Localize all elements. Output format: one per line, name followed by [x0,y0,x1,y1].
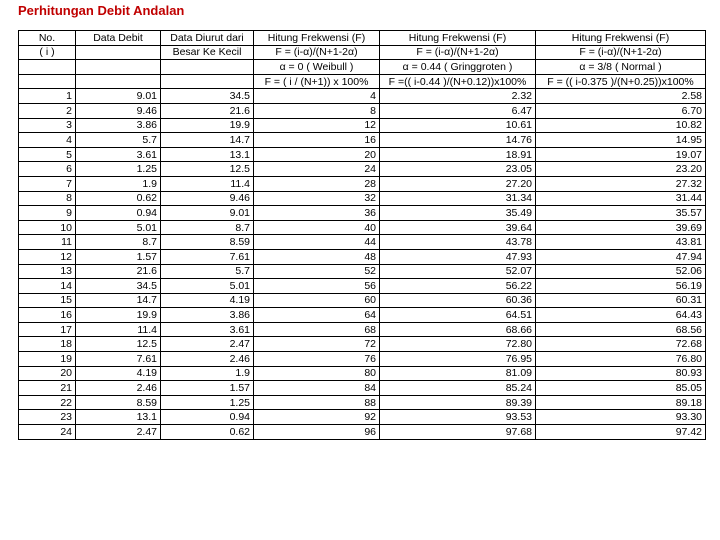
header-cell [19,60,76,75]
cell-weibull: 4 [254,89,380,104]
header-cell [19,74,76,89]
cell-data-debit: 14.7 [76,293,161,308]
header-cell [161,74,254,89]
cell-data-debit: 21.6 [76,264,161,279]
cell-gringgroten: 56.22 [380,279,536,294]
cell-data-debit: 4.19 [76,366,161,381]
cell-weibull: 80 [254,366,380,381]
cell-weibull: 32 [254,191,380,206]
cell-normal: 68.56 [536,322,706,337]
cell-weibull: 12 [254,118,380,133]
cell-normal: 72.68 [536,337,706,352]
cell-data-debit: 11.4 [76,322,161,337]
cell-no: 14 [19,279,76,294]
cell-gringgroten: 68.66 [380,322,536,337]
header-row-1 [19,31,706,46]
cell-gringgroten: 6.47 [380,103,536,118]
cell-data-diurut: 21.6 [161,103,254,118]
table-row [19,176,706,191]
cell-normal: 64.43 [536,308,706,323]
cell-data-diurut: 8.59 [161,235,254,250]
cell-gringgroten: 85.24 [380,381,536,396]
cell-normal: 6.70 [536,103,706,118]
cell-data-diurut: 9.01 [161,206,254,221]
table-row [19,103,706,118]
formula-normal: F = (i-α)/(N+1-2α) [536,45,706,60]
cell-gringgroten: 60.36 [380,293,536,308]
header-data-debit: Data Debit [76,31,161,46]
cell-no: 20 [19,366,76,381]
cell-weibull: 20 [254,147,380,162]
cell-gringgroten: 93.53 [380,410,536,425]
cell-weibull: 48 [254,249,380,264]
cell-no: 10 [19,220,76,235]
cell-no: 7 [19,176,76,191]
cell-no: 22 [19,395,76,410]
cell-data-diurut: 34.5 [161,89,254,104]
cell-data-diurut: 0.62 [161,425,254,440]
cell-data-debit: 2.46 [76,381,161,396]
expr-gringgroten: F =(( i-0.44 )/(N+0.12))x100% [380,74,536,89]
cell-weibull: 16 [254,133,380,148]
cell-weibull: 56 [254,279,380,294]
cell-data-debit: 2.47 [76,425,161,440]
cell-data-diurut: 7.61 [161,249,254,264]
cell-normal: 35.57 [536,206,706,221]
cell-data-diurut: 19.9 [161,118,254,133]
cell-gringgroten: 39.64 [380,220,536,235]
header-row-4 [19,74,706,89]
cell-weibull: 24 [254,162,380,177]
header-normal: Hitung Frekwensi (F) [536,31,706,46]
cell-data-debit: 5.7 [76,133,161,148]
cell-normal: 39.69 [536,220,706,235]
table-row [19,162,706,177]
cell-weibull: 76 [254,352,380,367]
cell-data-diurut: 1.25 [161,395,254,410]
cell-data-diurut: 13.1 [161,147,254,162]
header-gringgroten: Hitung Frekwensi (F) [380,31,536,46]
cell-no: 15 [19,293,76,308]
cell-normal: 27.32 [536,176,706,191]
table-row [19,337,706,352]
header-data-diurut: Data Diurut dari [161,31,254,46]
cell-data-debit: 13.1 [76,410,161,425]
table-row [19,293,706,308]
cell-normal: 89.18 [536,395,706,410]
cell-data-diurut: 9.46 [161,191,254,206]
cell-data-debit: 7.61 [76,352,161,367]
cell-no: 3 [19,118,76,133]
page-title: Perhitungan Debit Andalan [18,3,185,18]
cell-weibull: 8 [254,103,380,118]
cell-normal: 19.07 [536,147,706,162]
cell-data-debit: 8.7 [76,235,161,250]
header-cell [161,60,254,75]
header-row-3 [19,60,706,75]
cell-gringgroten: 72.80 [380,337,536,352]
table-row [19,352,706,367]
table-row [19,425,706,440]
cell-data-debit: 12.5 [76,337,161,352]
cell-data-diurut: 1.57 [161,381,254,396]
cell-gringgroten: 35.49 [380,206,536,221]
cell-data-diurut: 4.19 [161,293,254,308]
alpha-normal: α = 3/8 ( Normal ) [536,60,706,75]
cell-weibull: 88 [254,395,380,410]
header-no-sub: ( i ) [19,45,76,60]
cell-normal: 97.42 [536,425,706,440]
table-row [19,249,706,264]
cell-weibull: 40 [254,220,380,235]
cell-no: 24 [19,425,76,440]
cell-normal: 14.95 [536,133,706,148]
cell-no: 13 [19,264,76,279]
cell-no: 23 [19,410,76,425]
cell-normal: 60.31 [536,293,706,308]
cell-gringgroten: 64.51 [380,308,536,323]
cell-no: 17 [19,322,76,337]
cell-gringgroten: 2.32 [380,89,536,104]
cell-data-debit: 1.25 [76,162,161,177]
cell-no: 19 [19,352,76,367]
header-row-2 [19,45,706,60]
cell-gringgroten: 18.91 [380,147,536,162]
cell-data-diurut: 5.7 [161,264,254,279]
cell-gringgroten: 27.20 [380,176,536,191]
cell-no: 6 [19,162,76,177]
cell-data-diurut: 1.9 [161,366,254,381]
cell-data-diurut: 0.94 [161,410,254,425]
table-row [19,118,706,133]
cell-gringgroten: 81.09 [380,366,536,381]
expr-weibull: F = ( i / (N+1)) x 100% [254,74,380,89]
cell-weibull: 36 [254,206,380,221]
header-cell [76,45,161,60]
expr-normal: F = (( i-0.375 )/(N+0.25))x100% [536,74,706,89]
cell-data-debit: 1.57 [76,249,161,264]
table-row [19,381,706,396]
cell-data-diurut: 8.7 [161,220,254,235]
cell-weibull: 84 [254,381,380,396]
cell-normal: 47.94 [536,249,706,264]
table-row [19,308,706,323]
cell-weibull: 60 [254,293,380,308]
cell-normal: 2.58 [536,89,706,104]
cell-data-diurut: 3.61 [161,322,254,337]
cell-data-diurut: 3.86 [161,308,254,323]
cell-gringgroten: 97.68 [380,425,536,440]
cell-no: 18 [19,337,76,352]
cell-no: 1 [19,89,76,104]
cell-gringgroten: 10.61 [380,118,536,133]
header-cell [76,74,161,89]
cell-gringgroten: 76.95 [380,352,536,367]
cell-gringgroten: 89.39 [380,395,536,410]
header-no: No. [19,31,76,46]
cell-gringgroten: 47.93 [380,249,536,264]
header-diurut-sub: Besar Ke Kecil [161,45,254,60]
cell-weibull: 92 [254,410,380,425]
alpha-weibull: α = 0 ( Weibull ) [254,60,380,75]
cell-no: 2 [19,103,76,118]
cell-weibull: 72 [254,337,380,352]
cell-data-debit: 3.86 [76,118,161,133]
cell-gringgroten: 52.07 [380,264,536,279]
cell-weibull: 64 [254,308,380,323]
cell-data-debit: 5.01 [76,220,161,235]
table-row [19,235,706,250]
header-cell [76,60,161,75]
cell-gringgroten: 23.05 [380,162,536,177]
table-row [19,279,706,294]
cell-no: 11 [19,235,76,250]
cell-no: 8 [19,191,76,206]
cell-data-diurut: 2.47 [161,337,254,352]
cell-normal: 56.19 [536,279,706,294]
cell-weibull: 68 [254,322,380,337]
cell-weibull: 52 [254,264,380,279]
formula-gringgroten: F = (i-α)/(N+1-2α) [380,45,536,60]
cell-no: 4 [19,133,76,148]
cell-normal: 76.80 [536,352,706,367]
cell-data-diurut: 14.7 [161,133,254,148]
cell-data-debit: 9.01 [76,89,161,104]
cell-normal: 80.93 [536,366,706,381]
cell-gringgroten: 14.76 [380,133,536,148]
formula-weibull: F = (i-α)/(N+1-2α) [254,45,380,60]
table-row [19,395,706,410]
cell-data-diurut: 5.01 [161,279,254,294]
table-row [19,220,706,235]
table-row [19,147,706,162]
debit-andalan-table [18,30,706,440]
cell-data-debit: 0.62 [76,191,161,206]
cell-no: 9 [19,206,76,221]
cell-no: 16 [19,308,76,323]
cell-weibull: 96 [254,425,380,440]
cell-data-debit: 34.5 [76,279,161,294]
cell-weibull: 28 [254,176,380,191]
cell-data-diurut: 2.46 [161,352,254,367]
cell-no: 21 [19,381,76,396]
cell-data-debit: 1.9 [76,176,161,191]
alpha-gringgroten: α = 0.44 ( Gringgroten ) [380,60,536,75]
table-row [19,89,706,104]
cell-data-diurut: 11.4 [161,176,254,191]
cell-normal: 10.82 [536,118,706,133]
cell-no: 12 [19,249,76,264]
table-row [19,366,706,381]
header-weibull: Hitung Frekwensi (F) [254,31,380,46]
cell-normal: 52.06 [536,264,706,279]
table-row [19,133,706,148]
cell-data-debit: 9.46 [76,103,161,118]
cell-data-debit: 19.9 [76,308,161,323]
cell-gringgroten: 43.78 [380,235,536,250]
cell-no: 5 [19,147,76,162]
cell-normal: 93.30 [536,410,706,425]
table-row [19,191,706,206]
cell-data-debit: 0.94 [76,206,161,221]
cell-normal: 31.44 [536,191,706,206]
table-row [19,206,706,221]
cell-gringgroten: 31.34 [380,191,536,206]
cell-normal: 23.20 [536,162,706,177]
cell-normal: 43.81 [536,235,706,250]
table-row [19,410,706,425]
cell-data-diurut: 12.5 [161,162,254,177]
table-row [19,264,706,279]
cell-data-debit: 8.59 [76,395,161,410]
cell-data-debit: 3.61 [76,147,161,162]
table-row [19,322,706,337]
cell-weibull: 44 [254,235,380,250]
cell-normal: 85.05 [536,381,706,396]
